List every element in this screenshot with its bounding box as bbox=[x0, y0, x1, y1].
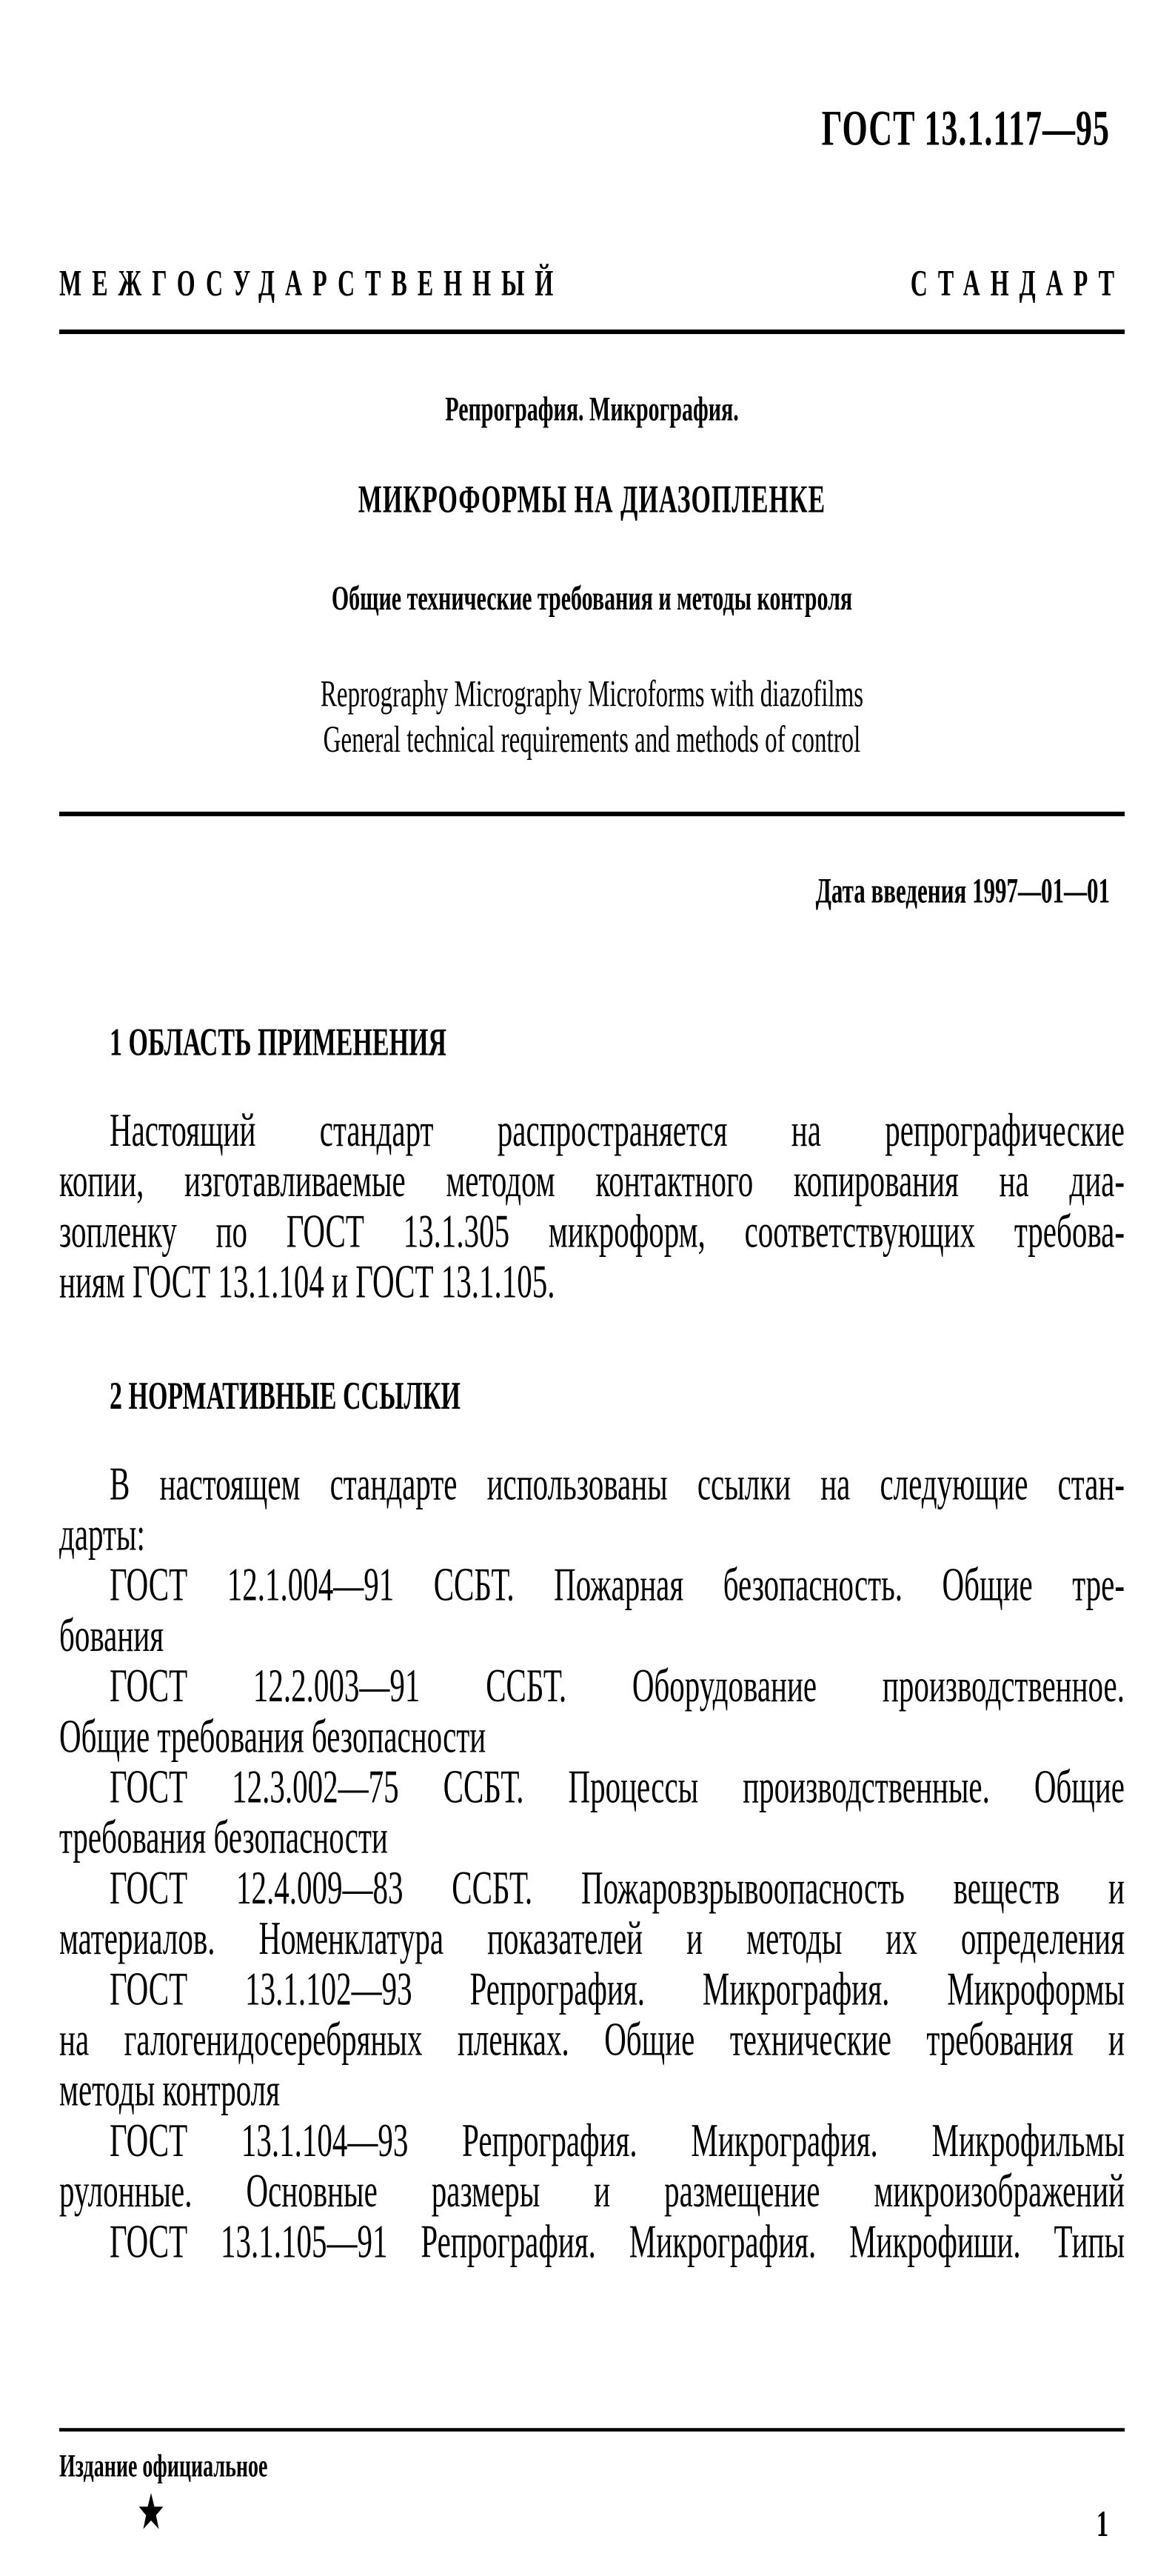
text-line: копии, изготавливаемые методом контактного копирования на диа- bbox=[59, 1153, 1125, 1207]
footer-rule bbox=[59, 2428, 1125, 2432]
title-subtitle: Репрография. Микрография. bbox=[445, 390, 739, 429]
reference-line: ГОСТ 12.3.002—75 ССБТ. Процессы производственные. Общие bbox=[110, 1760, 1125, 1813]
english-title-line: Reprography Micrography Microforms with diazofilms bbox=[320, 673, 864, 715]
text-line: В настоящем стандарте использованы ссылки на следующие стан- bbox=[110, 1456, 1125, 1510]
reference-line: ГОСТ 12.2.003—91 ССБТ. Оборудование производственное. bbox=[110, 1658, 1125, 1712]
section-1-text bbox=[59, 1104, 1125, 1307]
header-rule bbox=[59, 330, 1125, 334]
official-edition-label: Издание официальное bbox=[59, 2449, 268, 2485]
reference-line: ГОСТ 13.1.102—93 Репрография. Микрография. Микроформы bbox=[110, 1961, 1125, 2015]
reference-line: Общие требования безопасности bbox=[59, 1709, 486, 1763]
english-title-line: General technical requirements and methods of control bbox=[323, 719, 861, 761]
reference-line: ГОСТ 13.1.105—91 Репрография. Микрография. Микрофиши. Типы bbox=[110, 2214, 1125, 2268]
introduction-date: Дата введения 1997—01—01 bbox=[815, 870, 1110, 911]
text-line: ниям ГОСТ 13.1.104 и ГОСТ 13.1.105. bbox=[59, 1255, 555, 1308]
document-title: МИКРОФОРМЫ НА ДИАЗОПЛЕНКЕ bbox=[358, 478, 826, 521]
interstate-label: МЕЖГОСУДАРСТВЕННЫЙ bbox=[59, 261, 564, 304]
section-2-text bbox=[59, 1458, 1125, 2266]
reference-line: ГОСТ 12.4.009—83 ССБТ. Пожаровзрывоопасность веществ и bbox=[110, 1861, 1125, 1914]
document-code: ГОСТ 13.1.117—95 bbox=[821, 99, 1110, 156]
reference-line: требования безопасности bbox=[59, 1810, 388, 1863]
reference-line: рулонные. Основные размеры и размещение микроизображений bbox=[59, 2163, 1125, 2218]
english-title bbox=[59, 672, 1125, 764]
text-line: дарты: bbox=[59, 1507, 145, 1561]
page-number: 1 bbox=[1097, 2503, 1108, 2544]
interstate-standard-banner bbox=[59, 261, 1125, 304]
section-2-heading: 2 НОРМАТИВНЫЕ ССЫЛКИ bbox=[110, 1375, 461, 1418]
reference-line: на галогенидосеребряных пленках. Общие технические требования и bbox=[59, 2012, 1125, 2066]
reference-line: методы контроля bbox=[59, 2063, 280, 2116]
standard-label: СТАНДАРТ bbox=[910, 261, 1125, 304]
title-rule bbox=[59, 812, 1125, 816]
text-line: зопленку по ГОСТ 13.1.305 микроформ, соответствующих требова- bbox=[59, 1204, 1125, 1258]
text-line: Настоящий стандарт распространяется на репрографические bbox=[110, 1103, 1125, 1156]
title-subtitle-requirements: Общие технические требования и методы контроля bbox=[331, 579, 853, 618]
star-icon bbox=[138, 2492, 164, 2533]
reference-line: ГОСТ 13.1.104—93 Репрография. Микрография. Микрофильмы bbox=[110, 2113, 1125, 2166]
reference-line: бования bbox=[59, 1608, 164, 1661]
reference-line: материалов. Номенклатура показателей и методы их определения bbox=[59, 1911, 1125, 1965]
section-1-heading: 1 ОБЛАСТЬ ПРИМЕНЕНИЯ bbox=[110, 1021, 446, 1064]
reference-line: ГОСТ 12.1.004—91 ССБТ. Пожарная безопасность. Общие тре- bbox=[110, 1558, 1125, 1611]
